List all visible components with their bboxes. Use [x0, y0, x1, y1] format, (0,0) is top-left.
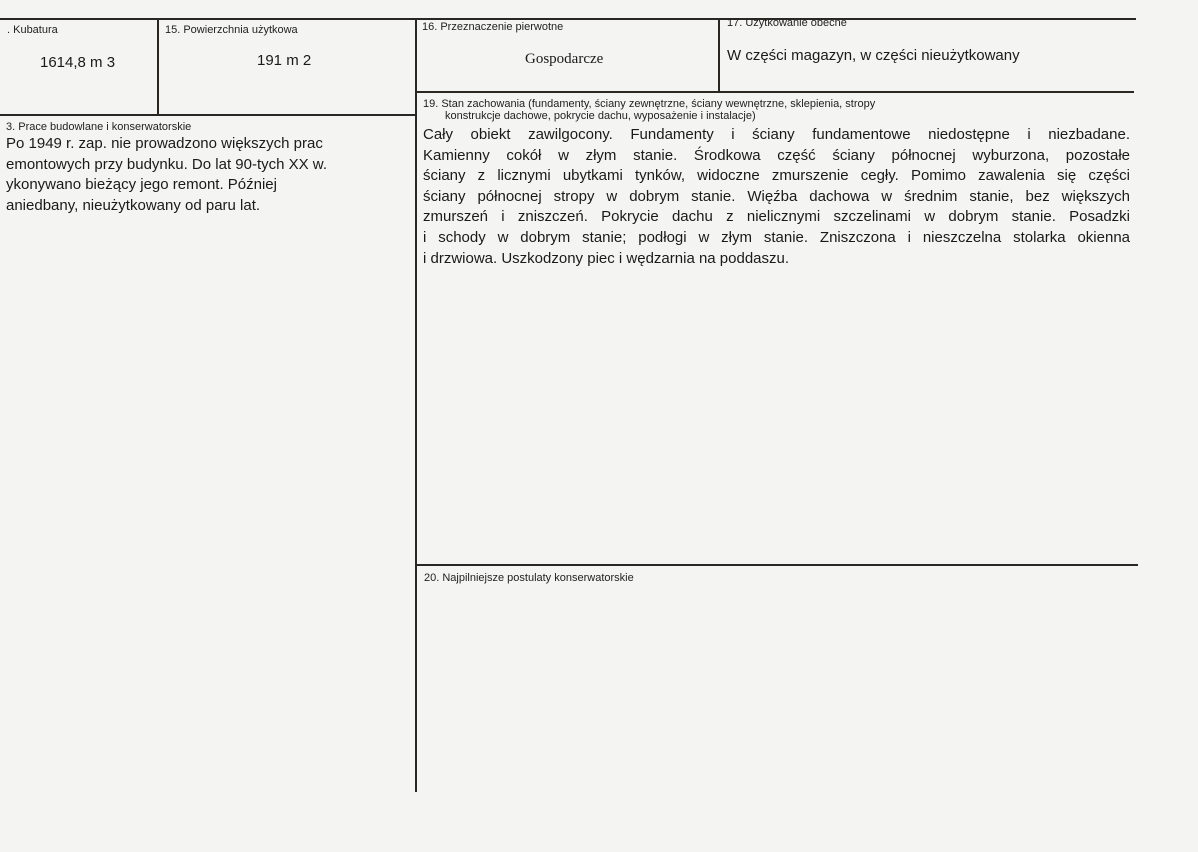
divider-przeznaczenie-uzytkowanie — [718, 19, 720, 92]
kubatura-value: 1614,8 m 3 — [40, 54, 116, 71]
divider-kubatura-powierzchnia — [157, 19, 159, 115]
prace-line-1: Po 1949 r. zap. nie prowadzono większych prac — [6, 135, 323, 152]
prace-line-3: ykonywano bieżący jego remont. Później — [6, 176, 277, 194]
stan-text — [423, 125, 1130, 269]
przeznaczenie-value: Gospodarcze — [525, 51, 604, 67]
stan-label-line-1: 19. Stan zachowania (fundamenty, ściany zewnętrzne, ściany wewnętrzne, sklepienia, stropy — [423, 98, 876, 110]
stan-line-7: i drzwiowa. Uszkodzony piec i wędzarnia na poddaszu. — [423, 249, 790, 267]
stan-divider-line — [416, 564, 1138, 566]
top-border-line — [0, 18, 1136, 20]
uzytkowanie-label: 17. Użytkowanie obecne — [727, 17, 847, 29]
stan-line-2: Kamienny cokół w złym stanie. Środkowa część ściany północnej wyburzona, pozostałe — [423, 146, 1130, 164]
postulaty-label: 20. Najpilniejsze postulaty konserwatorskie — [424, 572, 634, 584]
row-divider-right — [416, 91, 1134, 93]
prace-text — [6, 134, 411, 216]
row-divider-left — [0, 114, 417, 116]
prace-line-4: aniedbany, nieużytkowany od paru lat. — [6, 196, 261, 214]
przeznaczenie-label: 16. Przeznaczenie pierwotne — [422, 21, 564, 33]
uzytkowanie-value: W części magazyn, w części nieużytkowany — [727, 47, 1020, 64]
stan-line-1: Cały obiekt zawilgocony. Fundamenty i ściany fundamentowe niedostępne i niezbadane. — [423, 126, 1130, 143]
prace-line-2: emontowych przy budynku. Do lat 90-tych XX w. — [6, 155, 327, 173]
stan-line-3: ściany z licznymi ubytkami tynków, widoczne zmurszenie cegły. Pomimo zawalenia się części — [423, 167, 1130, 185]
prace-label: 3. Prace budowlane i konserwatorskie — [6, 121, 192, 133]
stan-line-6: i schody w dobrym stanie; podłogi w złym stanie. Zniszczona i nieszczelna stolarka okienna — [423, 228, 1130, 246]
powierzchnia-value: 191 m 2 — [257, 52, 312, 69]
kubatura-label: . Kubatura — [7, 24, 58, 36]
stan-line-4: ściany północnej stropy w dobrym stanie. Więźba dachowa w średnim stanie, bez większych — [423, 187, 1130, 205]
stan-line-5: zmurszeń i zniszczeń. Pokrycie dachu z nielicznymi szczelinami w dobrym stanie. Posadzki — [423, 208, 1130, 226]
divider-left-right-column — [415, 19, 417, 792]
powierzchnia-label: 15. Powierzchnia użytkowa — [165, 24, 298, 36]
stan-label-line-2: konstrukcje dachowe, pokrycie dachu, wyposażenie i instalacje) — [445, 110, 756, 122]
